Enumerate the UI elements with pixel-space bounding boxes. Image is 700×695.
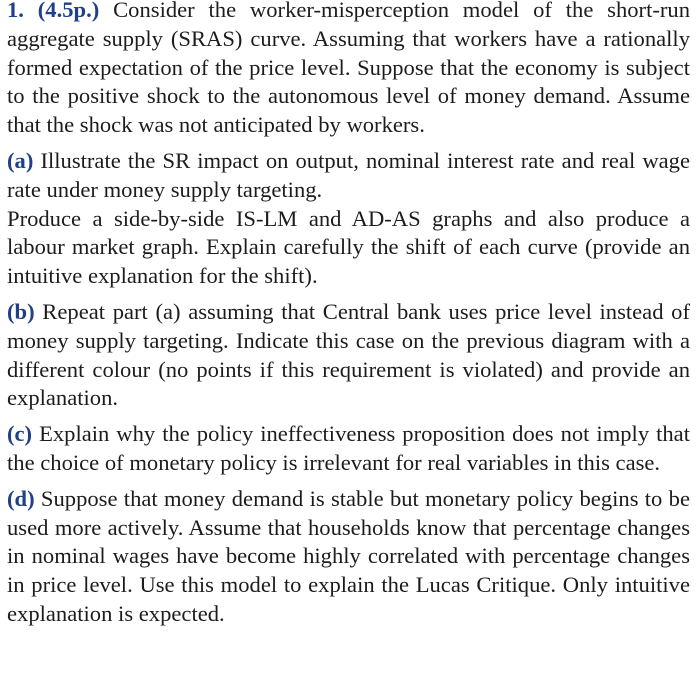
part-a-label: (a) — [7, 147, 34, 173]
part-c-text: Explain why the policy ineffectiveness proposition does not imply that the choice of monetary policy is irrelevant for real variables in this case. — [7, 421, 690, 475]
question-number-label: 1. (4.5p.) — [7, 0, 100, 22]
question-intro — [7, 0, 690, 140]
part-c — [7, 420, 690, 478]
part-d — [7, 485, 690, 629]
part-b-label: (b) — [7, 298, 35, 324]
part-a-text: Illustrate the SR impact on output, nominal interest rate and real wage rate under money supply targeting. — [7, 147, 690, 202]
part-a-text-2: Produce a side-by-side IS-LM and AD-AS graphs and also produce a labour market graph. Explain carefully the shift of each curve (provide an intuitive explanation for the shift). — [7, 205, 690, 289]
part-d-text: Suppose that money demand is stable but monetary policy begins to be used more actively. Assume that households know that percentage changes in nominal wages have become highly correlated with percentage changes in price level. Use this model to explain the Lucas Critique. Only intuitive explanation is expected. — [7, 485, 690, 626]
question-intro-text: Consider the worker-misperception model of the short-run aggregate supply (SRAS) curve. Assuming that workers have a rationally formed expectation of the price level. Suppose that the economy is subject to the positive shock to the autonomous level of money demand. Assume that the shock was not anticipated by workers. — [7, 0, 690, 138]
part-c-label: (c) — [7, 421, 33, 447]
part-d-label: (d) — [7, 485, 35, 511]
part-b-text: Repeat part (a) assuming that Central bank uses price level instead of money supply targeting. Indicate this case on the previous diagram with a different colour (no points if this requirement is violated) and provide an explanation. — [7, 298, 690, 411]
part-b — [7, 298, 690, 413]
part-a — [7, 147, 690, 205]
part-a-continuation — [7, 205, 690, 291]
